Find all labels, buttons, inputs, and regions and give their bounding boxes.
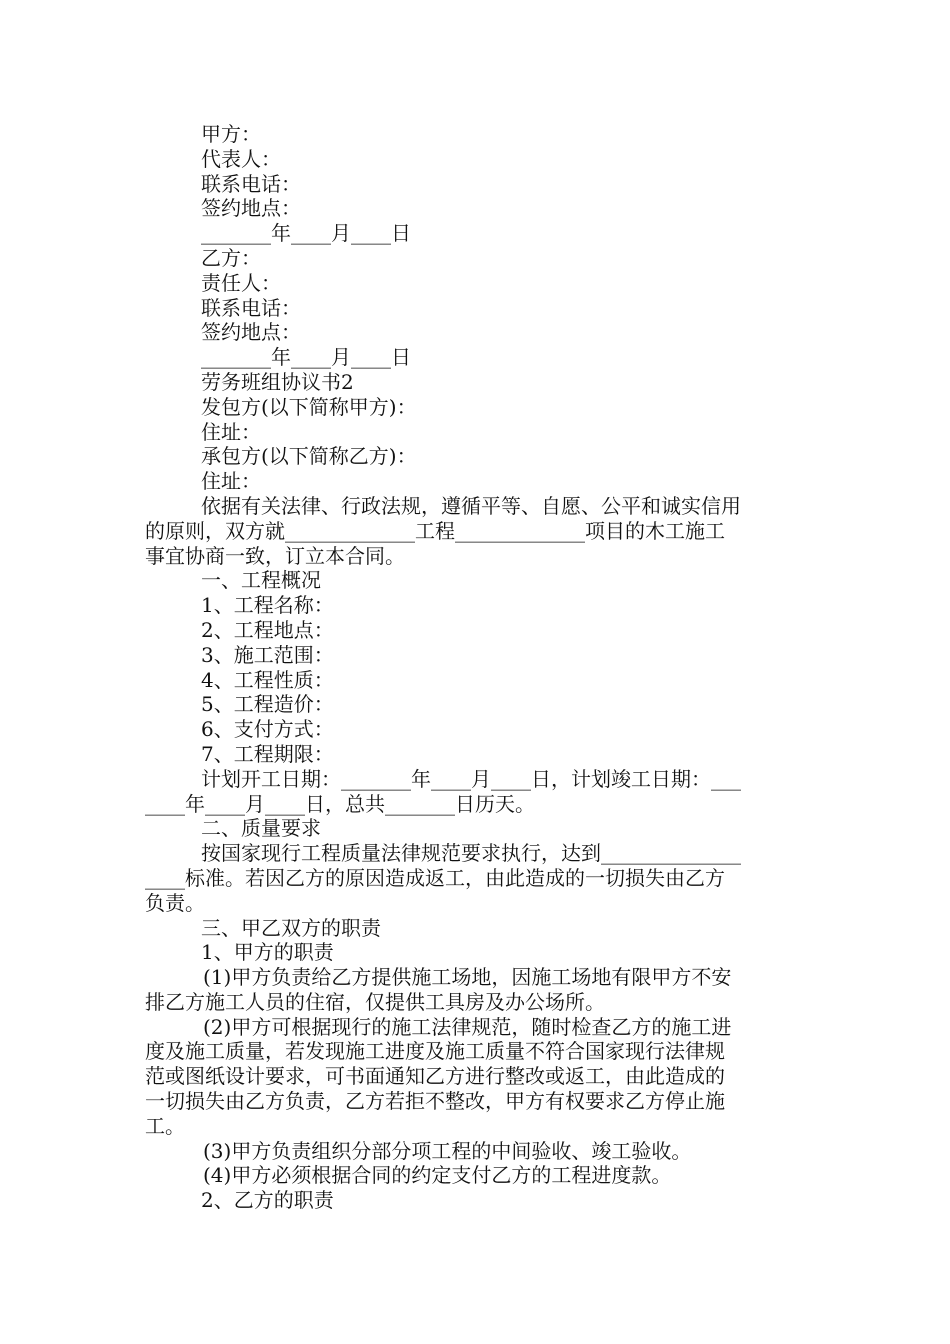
text-line: 7、工程期限： xyxy=(201,741,334,766)
text-line: 住址： xyxy=(201,469,261,494)
text-line: (4)甲方必须根据合同的约定支付乙方的工程进度款。 xyxy=(203,1163,672,1188)
text-line: 乙方： xyxy=(201,245,261,270)
text-line: ____年____月____日，总共_______日历天。 xyxy=(145,791,535,816)
text-line: 1、甲方的职责 xyxy=(201,940,334,965)
text-line: 事宜协商一致，订立本合同。 xyxy=(145,543,405,568)
text-line: (2)甲方可根据现行的施工法律规范，随时检查乙方的施工进 xyxy=(203,1014,732,1039)
text-line: 联系电话： xyxy=(201,171,301,196)
text-line: ____标准。若因乙方的原因造成返工，由此造成的一切损失由乙方 xyxy=(145,865,725,890)
text-line: (1)甲方负责给乙方提供施工场地，因施工场地有限甲方不安 xyxy=(203,965,732,990)
text-line: (3)甲方负责组织分部分项工程的中间验收、竣工验收。 xyxy=(203,1138,692,1163)
text-line: 工。 xyxy=(145,1113,185,1138)
text-line: 排乙方施工人员的住宿，仅提供工具房及办公场所。 xyxy=(145,989,605,1014)
text-line: 代表人： xyxy=(201,146,281,171)
text-line: 一、工程概况 xyxy=(201,568,321,593)
text-line: _______年____月____日 xyxy=(201,345,411,370)
text-line: 联系电话： xyxy=(201,295,301,320)
text-line: 签约地点： xyxy=(201,196,301,221)
text-line: 范或图纸设计要求，可书面通知乙方进行整改或返工，由此造成的 xyxy=(145,1064,725,1089)
text-line: 度及施工质量，若发现施工进度及施工质量不符合国家现行法律规 xyxy=(145,1039,725,1064)
text-line: 5、工程造价： xyxy=(201,692,334,717)
text-line: 3、施工范围： xyxy=(201,642,334,667)
text-line: 1、工程名称： xyxy=(201,593,334,618)
text-line: 签约地点： xyxy=(201,320,301,345)
text-line: 承包方(以下简称乙方)： xyxy=(201,444,417,469)
text-line: 按国家现行工程质量法律规范要求执行，达到______________ xyxy=(201,841,741,866)
text-line: 一切损失由乙方负责，乙方若拒不整改，甲方有权要求乙方停止施 xyxy=(145,1089,725,1114)
contract-text-body xyxy=(145,122,809,1213)
text-line: 的原则，双方就_____________工程_____________项目的木工施工 xyxy=(145,518,725,543)
text-line: 三、甲乙双方的职责 xyxy=(201,915,381,940)
text-line: 依据有关法律、行政法规，遵循平等、自愿、公平和诚实信用 xyxy=(201,493,741,518)
text-line: 甲方： xyxy=(201,122,261,146)
text-line: 二、质量要求 xyxy=(201,816,321,841)
text-line: 责任人： xyxy=(201,270,281,295)
text-line: 劳务班组协议书2 xyxy=(201,369,354,394)
text-line: 6、支付方式： xyxy=(201,717,334,742)
text-line: 负责。 xyxy=(145,890,205,915)
text-line: 4、工程性质： xyxy=(201,667,334,692)
text-line: 计划开工日期：_______年____月____日，计划竣工日期：___ xyxy=(201,766,741,791)
text-line: 住址： xyxy=(201,419,261,444)
text-line: 2、乙方的职责 xyxy=(201,1188,334,1213)
text-line: _______年____月____日 xyxy=(201,221,411,246)
text-line: 发包方(以下简称甲方)： xyxy=(201,394,417,419)
text-line: 2、工程地点： xyxy=(201,617,334,642)
